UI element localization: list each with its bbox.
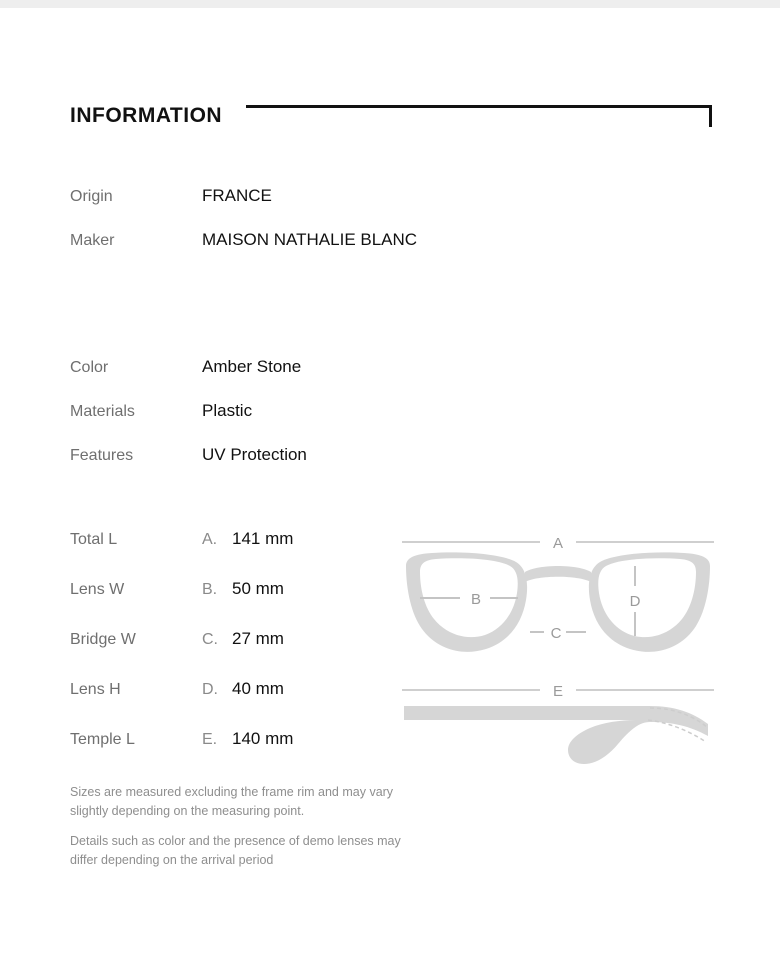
measurement-label: Lens W: [70, 581, 125, 598]
measurement-value: 140 mm: [232, 729, 294, 748]
measurement-value: 40 mm: [232, 679, 284, 698]
info-row: [70, 401, 630, 421]
info-label-maker: Maker: [70, 232, 115, 249]
info-value-maker: MAISON NATHALIE BLANC: [202, 230, 418, 249]
diagram-label-c: C: [550, 625, 562, 642]
eyewear-measurement-diagram: [398, 520, 718, 780]
info-group-attributes: [70, 357, 630, 489]
measurement-value: 50 mm: [232, 579, 284, 598]
measurement-row-bridge-width: [70, 629, 400, 679]
measurements-list: [70, 529, 400, 779]
measurement-key: C.: [202, 631, 218, 648]
measurement-row-temple-length: [70, 729, 400, 779]
info-row: [70, 186, 630, 206]
section-header: [70, 98, 712, 134]
measurement-key: A.: [202, 531, 218, 548]
info-label-origin: Origin: [70, 188, 113, 205]
measurement-row-total-length: [70, 529, 400, 579]
info-value-origin: FRANCE: [202, 186, 272, 205]
measurement-key: E.: [202, 731, 218, 748]
note-text: Sizes are measured excluding the frame rim and may vary slightly depending on the measuring point.: [70, 785, 394, 818]
page-title: INFORMATION: [70, 104, 223, 127]
note-text: Details such as color and the presence of demo lenses may differ depending on the arrival period: [70, 834, 401, 867]
header-rule: [246, 105, 712, 108]
diagram-label-b: B: [470, 591, 482, 608]
info-row: [70, 357, 630, 377]
measurement-label: Lens H: [70, 681, 121, 698]
measurement-value: 27 mm: [232, 629, 284, 648]
measurement-label: Temple L: [70, 731, 135, 748]
diagram-label-e: E: [552, 683, 564, 700]
measurement-row-lens-width: [70, 579, 400, 629]
measurement-label: Bridge W: [70, 631, 136, 648]
measurement-key: D.: [202, 681, 218, 698]
info-label-materials: Materials: [70, 403, 135, 420]
info-label-color: Color: [70, 359, 109, 376]
info-value-materials: Plastic: [202, 401, 253, 420]
info-group-origin: [70, 186, 630, 274]
info-row: [70, 230, 630, 250]
measurement-row-lens-height: [70, 679, 400, 729]
info-label-features: Features: [70, 447, 134, 464]
measurement-key: B.: [202, 581, 218, 598]
measurement-notes: [70, 783, 410, 870]
measurement-label: Total L: [70, 531, 118, 548]
info-value-color: Amber Stone: [202, 357, 302, 376]
diagram-label-a: A: [552, 535, 564, 552]
info-value-features: UV Protection: [202, 445, 307, 464]
diagram-label-d: D: [629, 593, 641, 610]
measurement-value: 141 mm: [232, 529, 294, 548]
info-row: [70, 445, 630, 465]
